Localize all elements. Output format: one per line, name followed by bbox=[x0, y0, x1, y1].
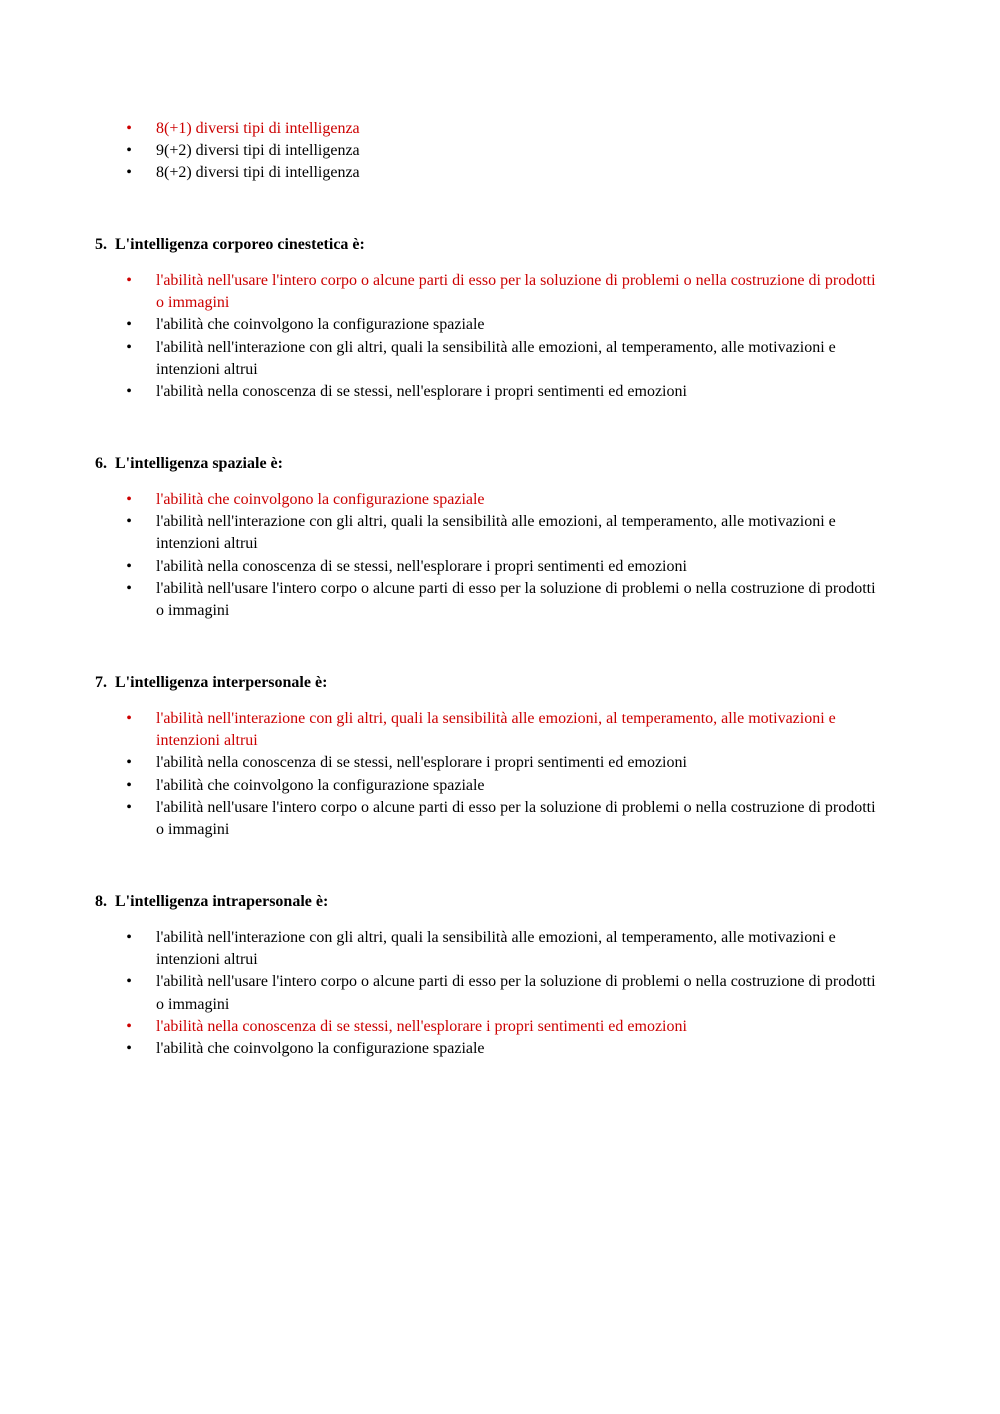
bullet-icon: • bbox=[126, 579, 132, 597]
bullet-icon: • bbox=[126, 164, 132, 182]
option-item bbox=[0, 1016, 1000, 1038]
option-item bbox=[0, 1038, 1000, 1060]
question-title bbox=[95, 453, 283, 475]
bullet-icon: • bbox=[126, 710, 132, 727]
bullet-icon: • bbox=[126, 929, 132, 946]
question-text: L'intelligenza spaziale è: bbox=[115, 455, 283, 472]
question-number: 8. bbox=[95, 893, 107, 910]
option-item bbox=[0, 797, 1000, 841]
bullet-icon: • bbox=[126, 798, 132, 816]
option-item bbox=[0, 118, 1000, 140]
option-text: l'abilità nell'usare l'intero corpo o alcune parti di esso per la soluzione di problemi o nella costruzione di prodotti o immagini bbox=[156, 973, 876, 1013]
question-options-list bbox=[0, 927, 1000, 1060]
question-title bbox=[95, 234, 365, 256]
option-text: l'abilità che coinvolgono la configurazione spaziale bbox=[156, 1040, 485, 1058]
bullet-icon: • bbox=[126, 491, 132, 508]
bullet-icon: • bbox=[126, 316, 132, 334]
bullet-icon: • bbox=[126, 557, 132, 575]
option-item bbox=[0, 775, 1000, 797]
question-number: 7. bbox=[95, 674, 107, 691]
fragment-options-list bbox=[0, 118, 1000, 185]
option-text: l'abilità nell'interazione con gli altri, quali la sensibilità alle emozioni, al temperamento, alle motivazioni e intenzioni altrui bbox=[156, 513, 836, 553]
question-options-list bbox=[0, 708, 1000, 841]
question-options-list bbox=[0, 489, 1000, 622]
option-item bbox=[0, 314, 1000, 336]
question-options-list bbox=[0, 270, 1000, 403]
option-text: l'abilità nella conoscenza di se stessi, nell'esplorare i propri sentimenti ed emozioni bbox=[156, 1017, 687, 1035]
bullet-icon: • bbox=[126, 1017, 132, 1035]
option-item bbox=[0, 162, 1000, 184]
option-text: l'abilità nell'usare l'intero corpo o alcune parti di esso per la soluzione di problemi o nella costruzione di prodotti o immagini bbox=[156, 579, 876, 620]
option-text: l'abilità nella conoscenza di se stessi, nell'esplorare i propri sentimenti ed emozioni bbox=[156, 383, 687, 401]
option-item bbox=[0, 511, 1000, 555]
option-item bbox=[0, 270, 1000, 314]
bullet-icon: • bbox=[126, 120, 132, 137]
question-text: L'intelligenza corporeo cinestetica è: bbox=[115, 236, 365, 253]
option-item bbox=[0, 578, 1000, 622]
question-text: L'intelligenza interpersonale è: bbox=[115, 674, 328, 691]
option-text: 9(+2) diversi tipi di intelligenza bbox=[156, 142, 360, 160]
option-text: 8(+2) diversi tipi di intelligenza bbox=[156, 164, 360, 182]
option-text: l'abilità nella conoscenza di se stessi, nell'esplorare i propri sentimenti ed emozioni bbox=[156, 754, 687, 772]
bullet-icon: • bbox=[126, 272, 132, 289]
bullet-icon: • bbox=[126, 142, 132, 160]
option-item bbox=[0, 140, 1000, 162]
option-item bbox=[0, 708, 1000, 752]
option-item bbox=[0, 381, 1000, 403]
option-text: l'abilità che coinvolgono la configurazione spaziale bbox=[156, 491, 485, 508]
bullet-icon: • bbox=[126, 513, 132, 531]
option-item bbox=[0, 927, 1000, 971]
question-text: L'intelligenza intrapersonale è: bbox=[115, 893, 329, 910]
option-text: l'abilità nella conoscenza di se stessi, nell'esplorare i propri sentimenti ed emozioni bbox=[156, 557, 687, 575]
option-text: 8(+1) diversi tipi di intelligenza bbox=[156, 120, 360, 137]
option-text: l'abilità che coinvolgono la configurazione spaziale bbox=[156, 316, 485, 334]
option-text: l'abilità nell'interazione con gli altri, quali la sensibilità alle emozioni, al temperamento, alle motivazioni e intenzioni altrui bbox=[156, 710, 836, 750]
bullet-icon: • bbox=[126, 383, 132, 401]
option-text: l'abilità nell'usare l'intero corpo o alcune parti di esso per la soluzione di problemi o nella costruzione di prodotti o immagini bbox=[156, 272, 876, 312]
question-number: 5. bbox=[95, 236, 107, 253]
bullet-icon: • bbox=[126, 754, 132, 772]
option-text: l'abilità che coinvolgono la configurazione spaziale bbox=[156, 776, 485, 794]
option-text: l'abilità nell'usare l'intero corpo o alcune parti di esso per la soluzione di problemi o nella costruzione di prodotti o immagini bbox=[156, 798, 876, 839]
option-item bbox=[0, 489, 1000, 511]
option-item bbox=[0, 337, 1000, 381]
option-item bbox=[0, 971, 1000, 1015]
question-number: 6. bbox=[95, 455, 107, 472]
option-text: l'abilità nell'interazione con gli altri, quali la sensibilità alle emozioni, al temperamento, alle motivazioni e intenzioni altrui bbox=[156, 929, 836, 969]
bullet-icon: • bbox=[126, 776, 132, 794]
bullet-icon: • bbox=[126, 973, 132, 991]
bullet-icon: • bbox=[126, 338, 132, 356]
bullet-icon: • bbox=[126, 1040, 132, 1058]
option-text: l'abilità nell'interazione con gli altri, quali la sensibilità alle emozioni, al temperamento, alle motivazioni e intenzioni altrui bbox=[156, 338, 836, 378]
question-title bbox=[95, 672, 327, 694]
option-item bbox=[0, 556, 1000, 578]
question-title bbox=[95, 891, 328, 913]
option-item bbox=[0, 752, 1000, 774]
